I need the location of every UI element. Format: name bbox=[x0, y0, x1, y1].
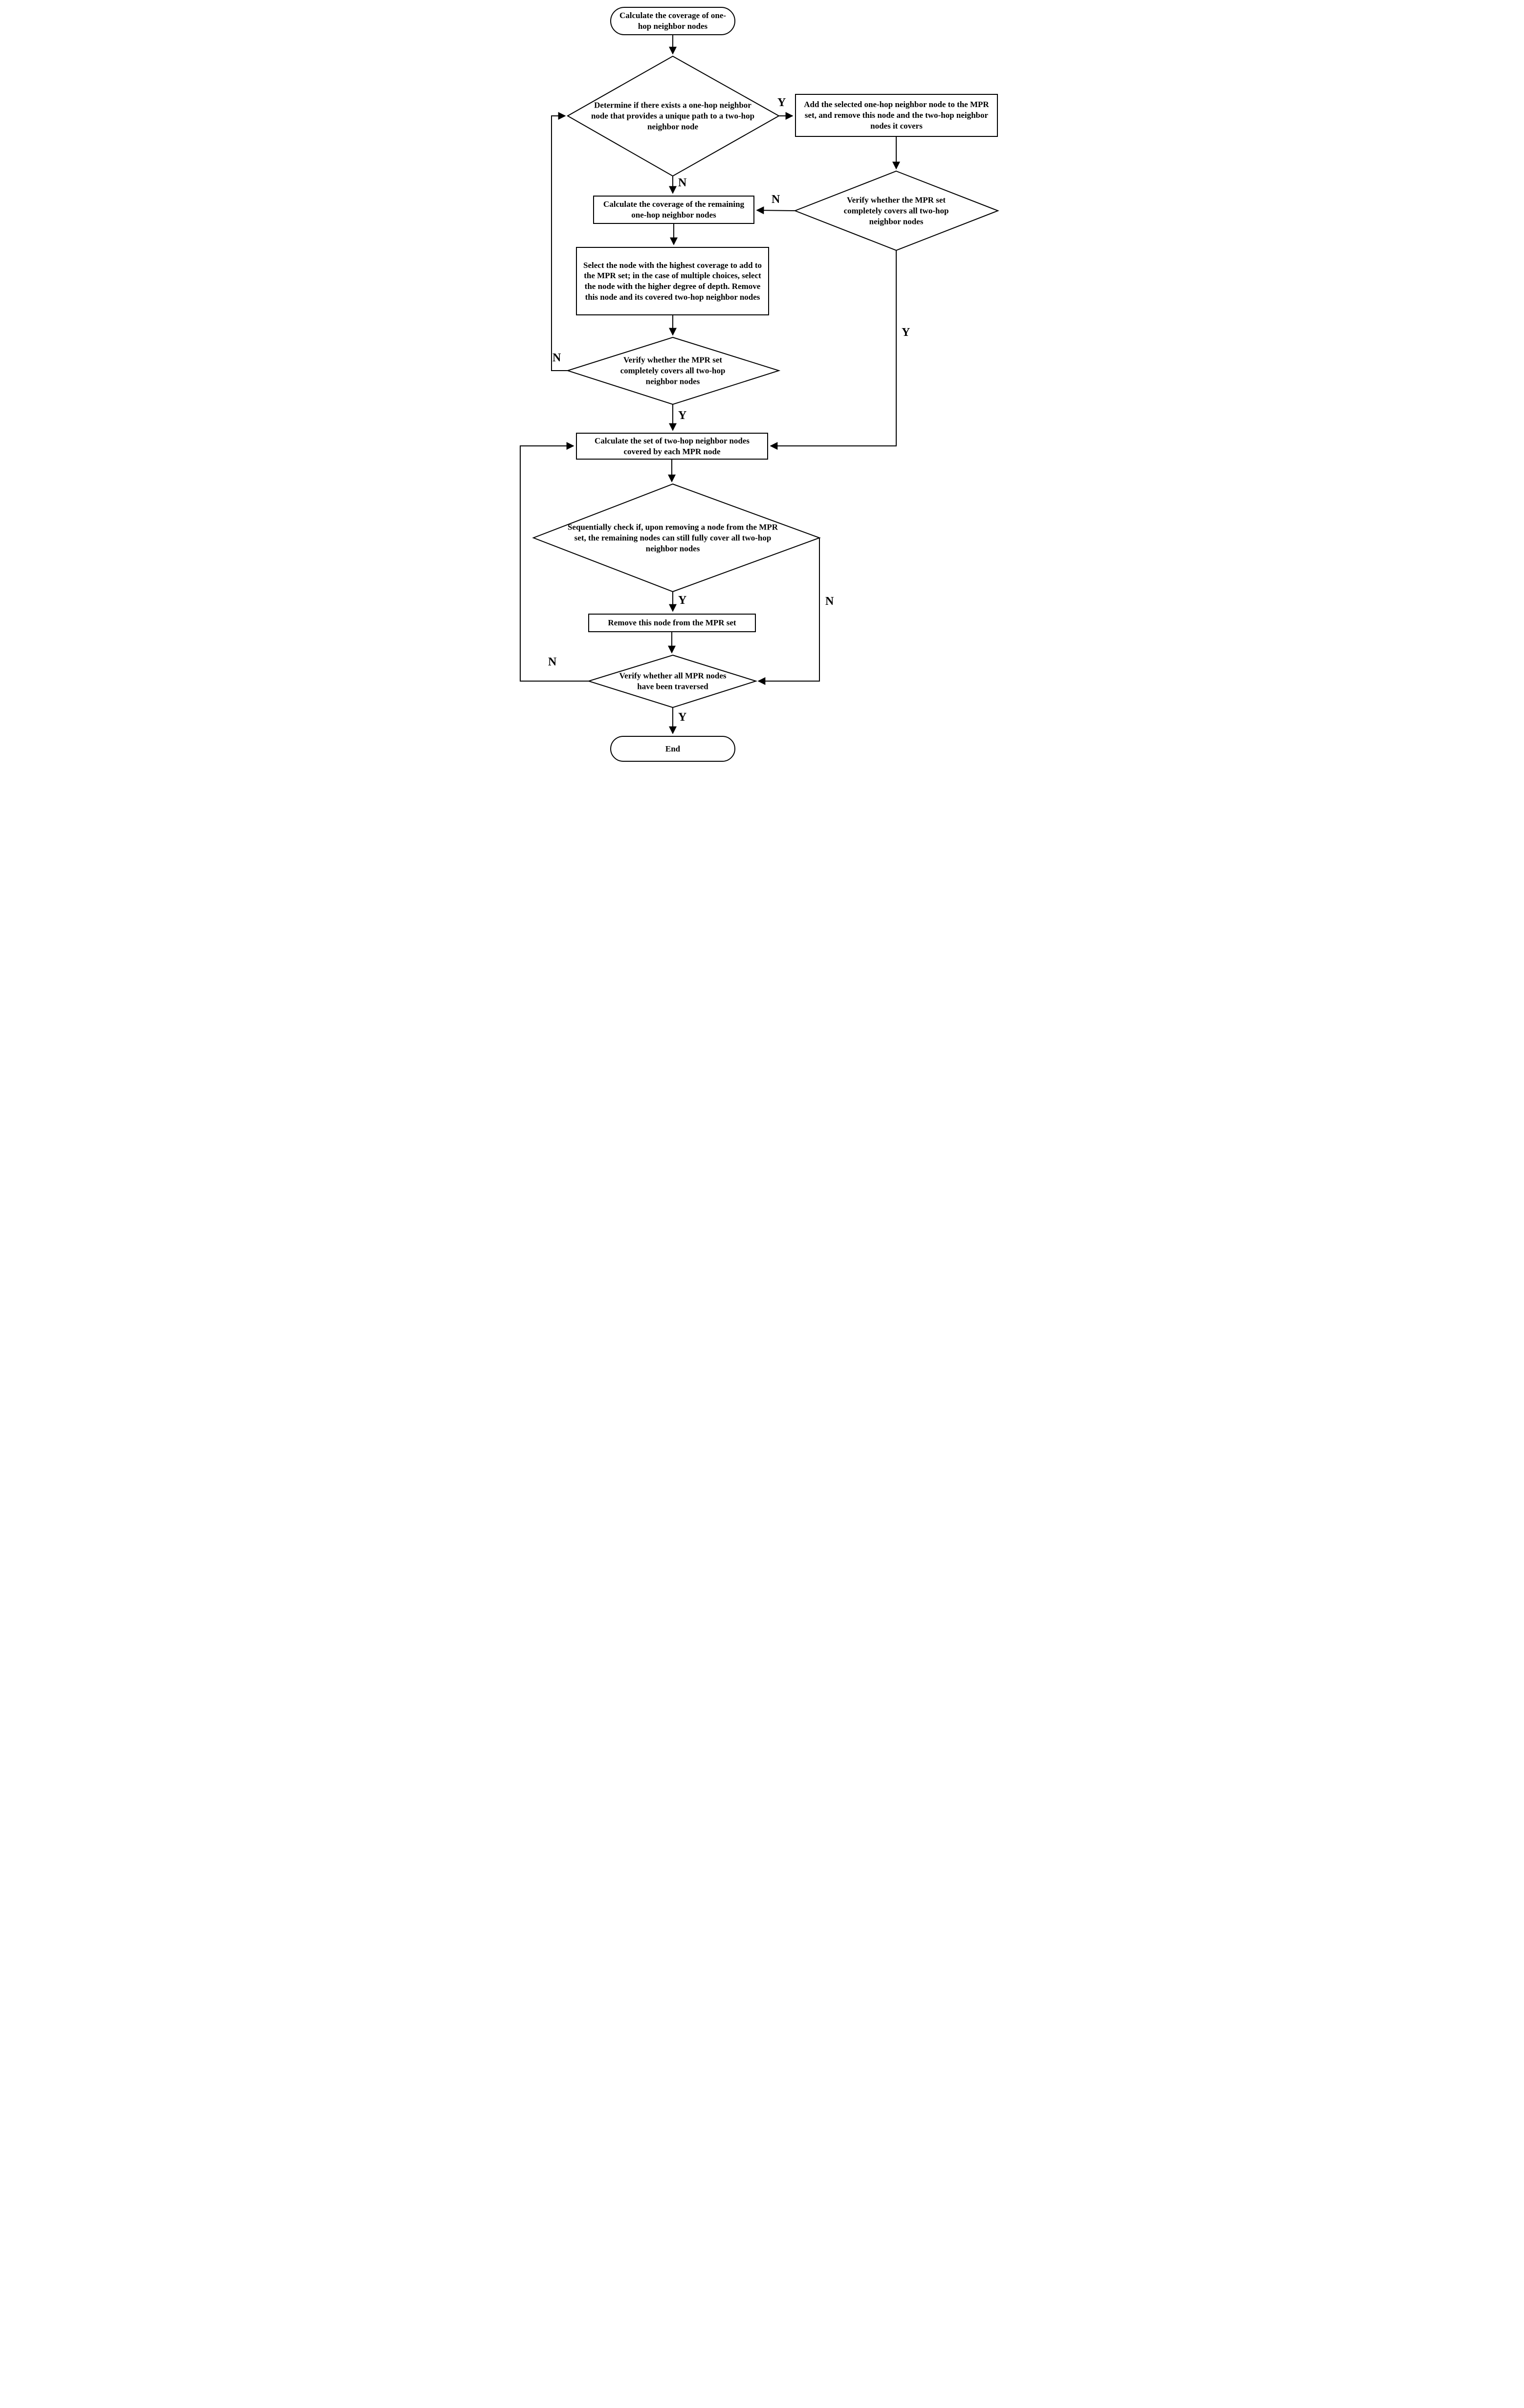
edge-label-d2-yes: Y bbox=[902, 326, 910, 339]
edge-label-d1-no: N bbox=[678, 177, 687, 189]
edge-d2-yes-to-calcset bbox=[771, 250, 896, 446]
node-add-to-mpr-set-label: Add the selected one-hop neighbor node to the MPR set, and remove this node and the two-hop neighbor nodes it covers bbox=[804, 100, 989, 131]
node-end bbox=[610, 736, 735, 762]
node-select-highest-coverage-label: Select the node with the highest coverage to add to the MPR set; in the case of multiple choices, select the node with the higher degree of depth. Remove this node and its covered two-hop neighbor nodes bbox=[583, 260, 762, 302]
decision-mpr-covers-right-label: Verify whether the MPR set completely covers all two-hop neighbor nodes bbox=[843, 195, 949, 226]
edge-label-d2-no: N bbox=[772, 193, 780, 206]
flowchart-canvas bbox=[516, 0, 1008, 776]
node-remove-from-mpr-set bbox=[588, 614, 756, 632]
edge-d3-no-loop-to-d1 bbox=[552, 116, 568, 371]
node-calc-two-hop-set bbox=[576, 433, 768, 460]
decision-remove-check-label: Sequentially check if, upon removing a node from the MPR set, the remaining nodes can still fully cover all two-hop neighbor nodes bbox=[567, 522, 778, 553]
edge-label-d3-yes: Y bbox=[678, 409, 687, 422]
node-end-label: End bbox=[665, 744, 681, 753]
decision-mpr-covers-left-label: Verify whether the MPR set completely covers all two-hop neighbor nodes bbox=[620, 355, 726, 386]
edge-d2-no-to-calcremaining bbox=[757, 210, 795, 211]
node-start-label: Calculate the coverage of one-hop neighbor nodes bbox=[619, 11, 727, 31]
node-calc-remaining-coverage bbox=[593, 196, 754, 224]
node-start bbox=[610, 7, 735, 35]
node-add-to-mpr-set bbox=[795, 94, 998, 137]
decision-unique-path-label: Determine if there exists a one-hop neighbor node that provides a unique path to a two-hop neighbor node bbox=[591, 100, 755, 131]
decision-all-traversed-label: Verify whether all MPR nodes have been traversed bbox=[619, 671, 727, 691]
node-calc-remaining-coverage-label: Calculate the coverage of the remaining one-hop neighbor nodes bbox=[603, 199, 745, 220]
edge-label-d4-yes: Y bbox=[678, 594, 687, 607]
edge-label-d5-yes: Y bbox=[678, 711, 687, 724]
node-remove-from-mpr-set-label: Remove this node from the MPR set bbox=[608, 618, 736, 628]
edge-label-d3-no: N bbox=[552, 352, 561, 364]
node-select-highest-coverage bbox=[576, 247, 769, 315]
edge-label-d5-no: N bbox=[548, 656, 557, 668]
edge-d4-no-to-d5 bbox=[758, 538, 819, 681]
node-calc-two-hop-set-label: Calculate the set of two-hop neighbor nodes covered by each MPR node bbox=[594, 436, 750, 456]
edge-label-d4-no: N bbox=[825, 595, 834, 608]
edge-d5-no-loop-to-calcset bbox=[520, 446, 589, 681]
edge-label-d1-yes: Y bbox=[777, 96, 786, 109]
